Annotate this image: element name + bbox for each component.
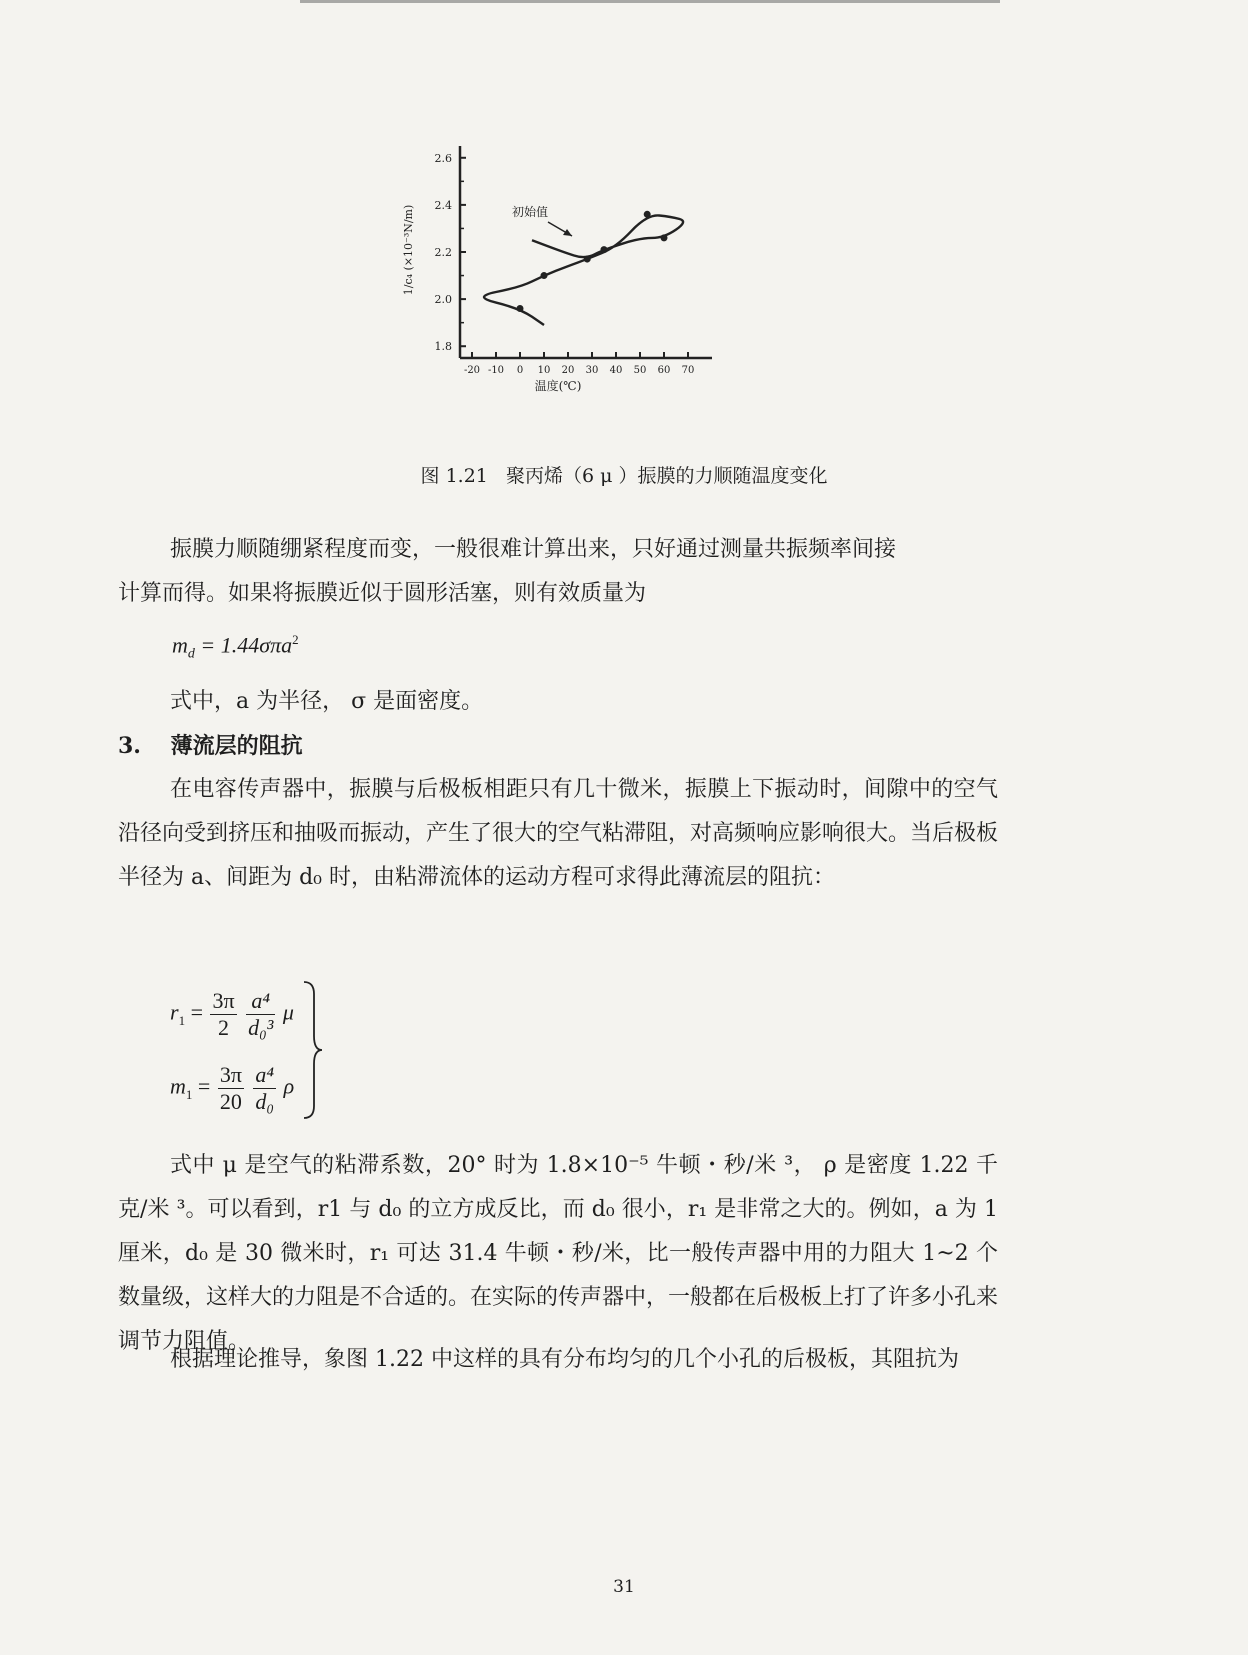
- data-markers: [517, 211, 668, 312]
- figure-caption: [0, 461, 1248, 488]
- data-point: [644, 211, 651, 218]
- r1-f1-den: 2: [218, 1015, 230, 1040]
- paragraph-4: 式中 μ 是空气的粘滞系数，20° 时为 1.8×10⁻⁵ 牛顿・秒/米 ³， ρ 是密度 1.22 千克/米 ³。可以看到，r1 与 d₀ 的立方成反比，而 d₀ 很小，r₁ 是非常之大的。例如，a 为 1 厘米，d₀ 是 30 微米时，r₁ 可达 31.4 牛顿・秒/米，比一般传声器中用的力阻大 1~2 个数量级，这样大的力阻是不合适的。在实际的传声器中，一般都在后极板上打了许多小孔来调节力阻值。: [118, 1153, 999, 1354]
- y-tick-group: [435, 152, 467, 353]
- r1-f1-num: 3π: [212, 988, 235, 1013]
- caption-text: 聚丙烯（6 μ ）振膜的力顺随温度变化: [505, 465, 828, 487]
- x-tick-label: 70: [681, 365, 695, 376]
- scan-edge: [300, 0, 1000, 3]
- formula-m1: [170, 1062, 294, 1115]
- formula1-sub: d: [187, 646, 195, 662]
- paragraph-5: 根据理论推导，象图 1.22 中这样的具有分布均匀的几个小孔的后极板，其阻抗为: [170, 1347, 959, 1372]
- x-tick-label: -20: [463, 365, 481, 376]
- y-tick-label: 1.8: [434, 340, 452, 354]
- paragraph-1-line-2: 计算而得。如果将振膜近似于圆形活塞，则有效质量为: [118, 581, 647, 606]
- m1-f2-num: a⁴: [255, 1062, 275, 1087]
- data-line: [484, 215, 683, 325]
- r1-f2-num: a⁴: [246, 988, 275, 1015]
- paragraph-3: 在电容传声器中，振膜与后极板相距只有几十微米，振膜上下振动时，间隙中的空气沿径向受到挤压和抽吸而振动，产生了很大的空气粘滞阻，对高频响应影响很大。当后极板半径为 a、间距为 d₀ 时，由粘滞流体的运动方程可求得此薄流层的阻抗：: [118, 777, 999, 890]
- page-number: 31: [613, 1577, 635, 1597]
- r1-eq: =: [190, 999, 203, 1025]
- m1-f1-num: 3π: [219, 1062, 242, 1087]
- r1-lhs: r: [170, 999, 179, 1025]
- annotation-initial-value: 初始值: [512, 205, 549, 219]
- data-point: [517, 305, 524, 312]
- right-brace: [300, 980, 326, 1120]
- compliance-temperature-chart: [400, 140, 760, 430]
- r1-f2-den: d₀³: [248, 1015, 274, 1040]
- data-point: [541, 272, 548, 279]
- x-tick-label: 30: [585, 365, 599, 376]
- x-tick-group: [464, 352, 694, 376]
- m1-lhs: m: [170, 1073, 186, 1099]
- m1-eq: =: [197, 1073, 211, 1099]
- formula1-lhs: m: [172, 632, 188, 658]
- y-tick-label: 2.4: [434, 198, 452, 212]
- r1-sub: 1: [178, 1012, 186, 1028]
- x-tick-label: 50: [633, 365, 647, 376]
- formula-effective-mass: [172, 632, 299, 663]
- data-point: [601, 246, 608, 253]
- x-axis-label: 温度(℃): [534, 379, 582, 393]
- figure-1-21: [400, 140, 760, 430]
- chart-axes: [460, 146, 712, 358]
- y-axis-label: 1/c₄ (×10⁻³N/m): [402, 204, 415, 296]
- x-tick-label: 20: [561, 365, 575, 376]
- r1-fraction-1: [210, 988, 236, 1041]
- m1-fraction-2: [253, 1062, 276, 1115]
- data-point: [661, 234, 668, 241]
- formula1-sup: 2: [292, 632, 299, 647]
- x-tick-label: -10: [487, 365, 505, 376]
- y-tick-label: 2.2: [434, 246, 452, 259]
- paragraph-2: 式中，a 为半径， σ 是面密度。: [170, 689, 484, 714]
- x-tick-label: 40: [609, 365, 623, 376]
- paragraph-1-line-1: 振膜力顺随绷紧程度而变，一般很难计算出来，只好通过测量共振频率间接: [170, 537, 897, 562]
- formula1-rhs: = 1.44σπa: [200, 632, 293, 658]
- m1-f2-den: d₀: [255, 1089, 275, 1114]
- formula-r1: [170, 988, 294, 1041]
- x-tick-label: 10: [537, 365, 551, 376]
- section-heading: [118, 724, 998, 768]
- y-tick-label: 2.0: [434, 293, 452, 307]
- caption-label: 图 1.21: [420, 465, 488, 487]
- m1-fraction-1: [218, 1062, 244, 1115]
- annotation-arrowhead: [563, 229, 572, 236]
- x-tick-label: 0: [516, 365, 524, 376]
- m1-tail: ρ: [283, 1073, 295, 1099]
- x-tick-label: 60: [657, 365, 671, 376]
- r1-fraction-2: [246, 988, 275, 1041]
- r1-tail: μ: [282, 999, 294, 1025]
- y-tick-label: 2.6: [434, 151, 452, 165]
- section-title: 薄流层的阻抗: [170, 733, 303, 759]
- m1-f1-den: 20: [219, 1089, 242, 1114]
- data-point: [584, 256, 591, 263]
- m1-sub: 1: [185, 1086, 193, 1102]
- section-number: 3.: [118, 733, 141, 759]
